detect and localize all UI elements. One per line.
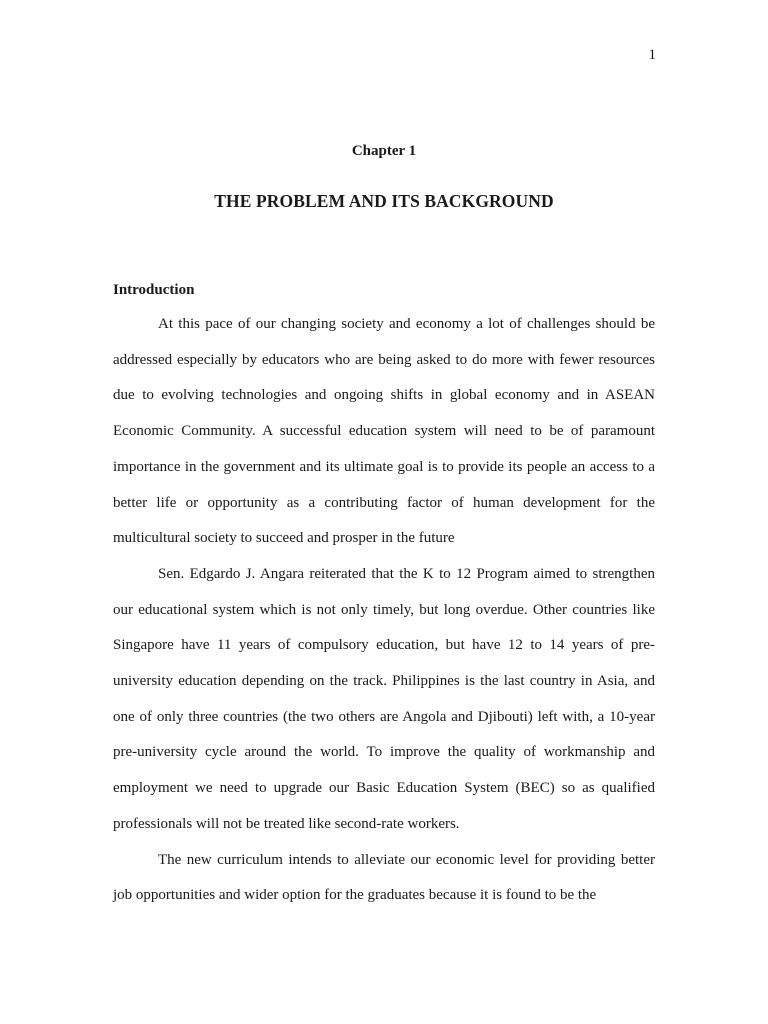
page-number: 1 bbox=[648, 47, 656, 63]
paragraph: Sen. Edgardo J. Angara reiterated that the K to 12 Program aimed to strengthen our educational system which is not only timely, but long overdue. Other countries like Singapore have 11 years of compulsory education, but have 12 to 14 years of pre-university education depending on the track. Philippines is the last country in Asia, and one of only three countries (the two others are Angola and Djibouti) left with, a 10-year pre-university cycle around the world. To improve the quality of workmanship and employment we need to upgrade our Basic Education System (BEC) so as qualified professionals will not be treated like second-rate workers. bbox=[113, 565, 655, 832]
chapter-title: THE PROBLEM AND ITS BACKGROUND bbox=[214, 191, 554, 211]
body-text bbox=[113, 307, 655, 914]
paragraph: At this pace of our changing society and economy a lot of challenges should be addressed especially by educators who are being asked to do more with fewer resources due to evolving technologies and ongoing shifts in global economy and in ASEAN Economic Community. A successful education system will need to be of paramount importance in the government and its ultimate goal is to provide its people an access to a better life or opportunity as a contributing factor of human development for the multicultural society to succeed and prosper in the future bbox=[113, 316, 655, 547]
chapter-label: Chapter 1 bbox=[351, 143, 417, 159]
paragraph: The new curriculum intends to alleviate our economic level for providing better job opportunities and wider option for the graduates because it is found to be the bbox=[113, 851, 655, 904]
section-heading-introduction: Introduction bbox=[113, 282, 195, 298]
